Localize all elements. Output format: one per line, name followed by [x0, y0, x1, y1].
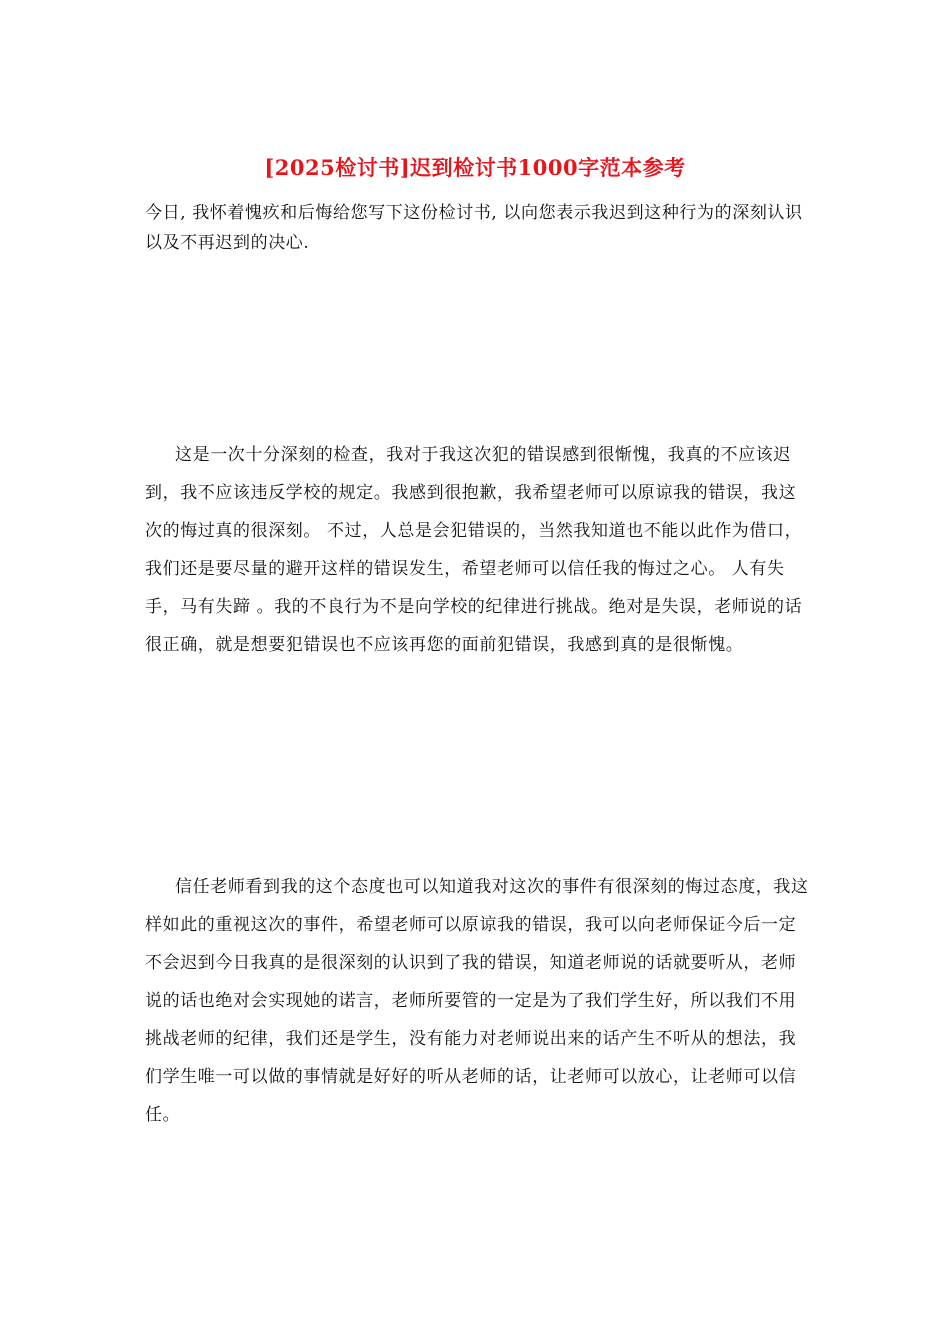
document-title: [2025检讨书]迟到检讨书1000字范本参考: [264, 155, 686, 180]
body-paragraph-2: 信任老师看到我的这个态度也可以知道我对这次的事件有很深刻的悔过态度，我这样如此的重视这次的事件，希望老师可以原谅我的错误，我可以向老师保证今后一定不会迟到今日我真的是很深刻的认识到了我的错误，知道老师说的话就要听从，老师说的话也绝对会实现她的诺言，老师所要管的一定是为了我们学生好，所以我们不用挑战老师的纪律，我们还是学生，没有能力对老师说出来的话产生不听从的想法，我们学生唯一可以做的事情就是好好的听从老师的话，让老师可以放心，让老师可以信任。: [145, 877, 809, 1125]
body-paragraph-1: 这是一次十分深刻的检查，我对于我这次犯的错误感到很惭愧，我真的不应该迟到，我不应该违反学校的规定。我感到很抱歉，我希望老师可以原谅我的错误，我这次的悔过真的很深刻。 不过，人总是会犯错误的，当然我知道也不能以此作为借口，我们还是要尽量的避开这样的错误发生，希望老师可以信任我的悔过之心。 人有失手，马有失蹄 。我的不良行为不是向学校的纪律进行挑战。绝对是失误，老师说的话很正确，就是想要犯错误也不应该再您的面前犯错误，我感到真的是很惭愧。: [145, 445, 803, 655]
intro-paragraph: 今日, 我怀着愧疚和后悔给您写下这份检讨书, 以向您表示我迟到这种行为的深刻认识以及不再迟到的决心.: [145, 203, 803, 253]
